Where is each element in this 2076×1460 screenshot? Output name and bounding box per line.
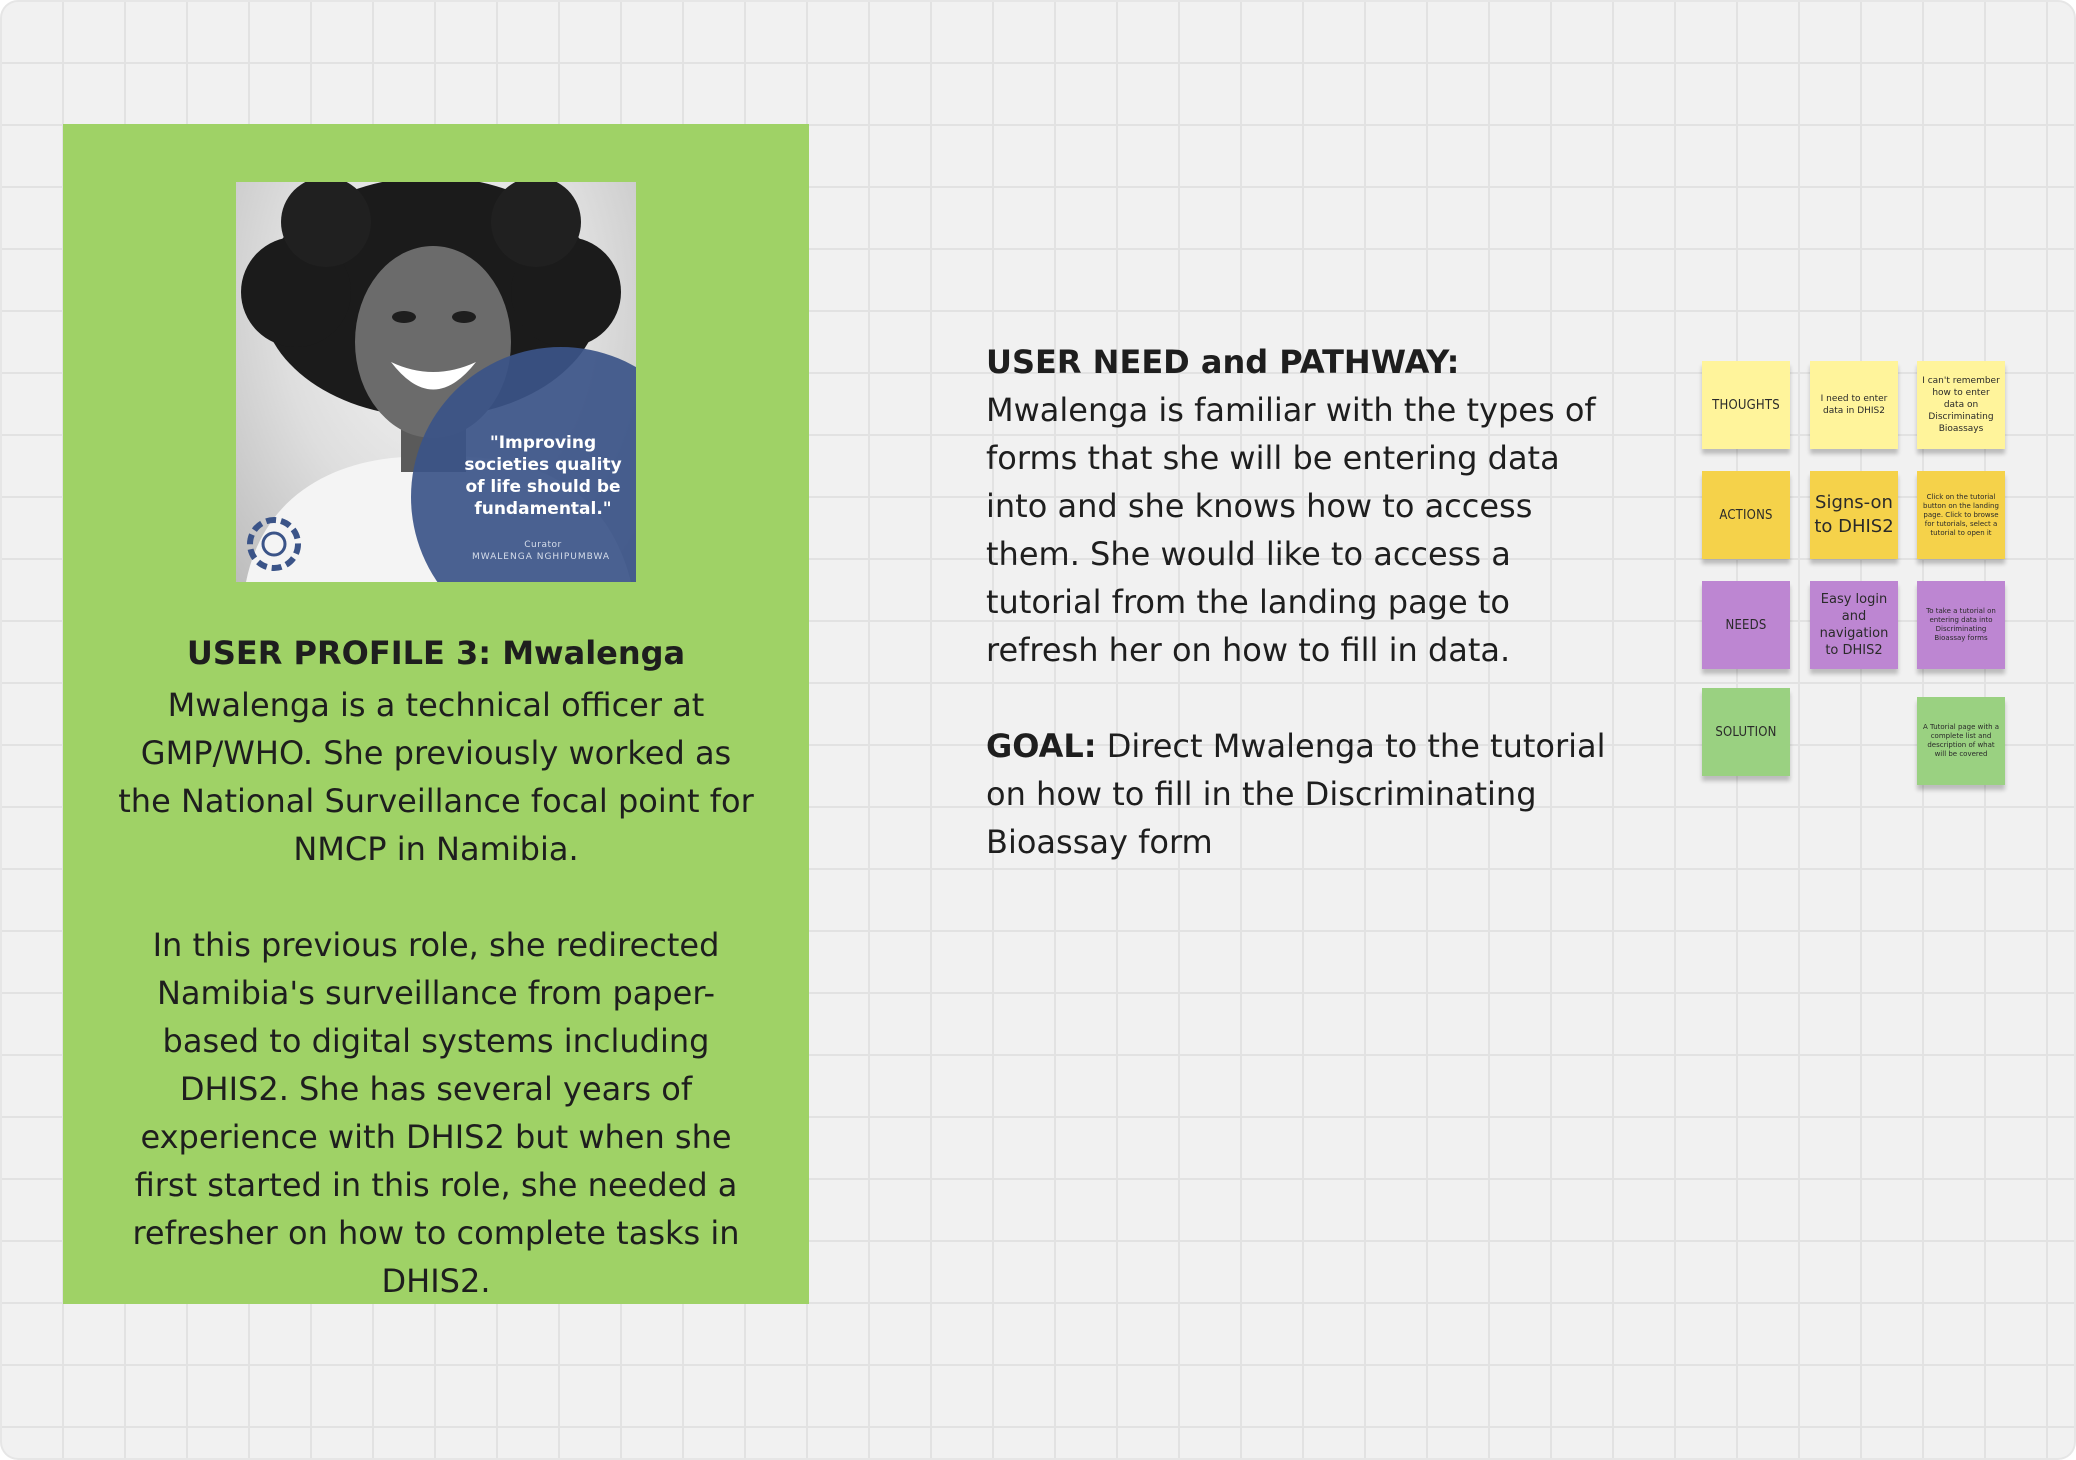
user-need-section <box>986 338 1626 674</box>
sticky-text: I can't remember how to enter data on Discriminating Bioassays <box>1922 376 2000 434</box>
sticky-text: Signs-on to DHIS2 <box>1814 492 1894 537</box>
photo-quote-author: Curator <box>524 540 562 550</box>
sticky-text: To take a tutorial on entering data into Discriminating Bioassay forms <box>1926 607 1996 642</box>
portrait-illustration <box>236 182 636 582</box>
sticky-actions-note-2[interactable] <box>1917 471 2005 559</box>
user-need-text: Mwalenga is familiar with the types of forms that she will be entering data into and she knows how to access them. She would like to access a tutorial from the landing page to refresh her on how to fill in data. <box>986 391 1596 669</box>
sticky-text: A Tutorial page with a complete list and description of what will be covered <box>1922 723 2000 758</box>
sticky-needs-label[interactable] <box>1702 581 1790 669</box>
profile-photo <box>236 182 636 582</box>
sticky-thoughts-label[interactable] <box>1702 361 1790 449</box>
photo-quote: "Improving societies quality of life should be fundamental." <box>464 433 622 519</box>
goal-label: GOAL: <box>986 727 1097 765</box>
photo-quote-name: MWALENGA NGHIPUMBWA <box>471 552 611 562</box>
goal-section <box>986 722 1626 866</box>
user-need-heading: USER NEED and PATHWAY: <box>986 343 1460 381</box>
sticky-needs-note-1[interactable] <box>1810 581 1898 669</box>
profile-description-1: Mwalenga is a technical officer at GMP/WHO. She previously worked as the National Surveillance focal point for NMCP in Namibia. <box>118 686 754 868</box>
profile-description-2: In this previous role, she redirected Namibia's surveillance from paper-based to digital systems including DHIS2. She has several years of experience with DHIS2 but when she first started in this role, she needed a refresher on how to complete tasks in DHIS2. <box>132 926 740 1300</box>
user-profile-card[interactable] <box>63 124 809 1304</box>
sticky-text: Click on the tutorial button on the landing page. Click to browse for tutorials, select a tutorial to open it <box>1923 492 1999 537</box>
sticky-text: SOLUTION <box>1715 724 1777 740</box>
sticky-needs-note-2[interactable] <box>1917 581 2005 669</box>
sticky-text: ACTIONS <box>1719 507 1773 523</box>
sticky-text: Easy login and navigation to DHIS2 <box>1819 592 1889 658</box>
sticky-text: I need to enter data in DHIS2 <box>1820 394 1888 416</box>
sticky-solution-label[interactable] <box>1702 688 1790 776</box>
sticky-actions-note-1[interactable] <box>1810 471 1898 559</box>
sticky-thoughts-note-2[interactable] <box>1917 361 2005 449</box>
sticky-solution-note-2[interactable] <box>1917 697 2005 785</box>
sticky-actions-label[interactable] <box>1702 471 1790 559</box>
sticky-thoughts-note-1[interactable] <box>1810 361 1898 449</box>
profile-title: USER PROFILE 3: Mwalenga <box>186 634 686 672</box>
goal-text: Direct Mwalenga to the tutorial on how to fill in the Discriminating Bioassay form <box>986 727 1606 861</box>
sticky-text: THOUGHTS <box>1712 397 1780 413</box>
sticky-text: NEEDS <box>1725 617 1767 633</box>
